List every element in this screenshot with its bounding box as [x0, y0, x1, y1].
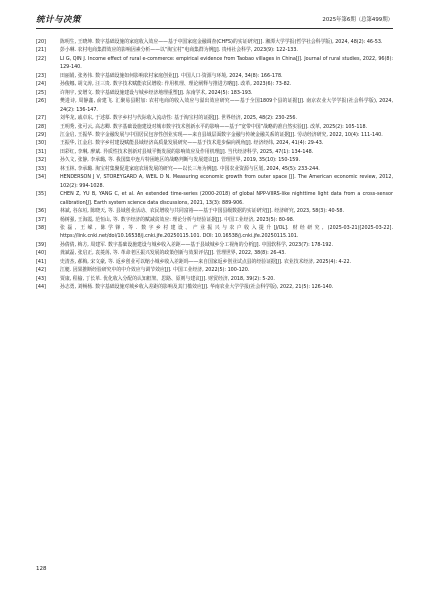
- reference-item: [36, 216, 393, 224]
- reference-text: 孙倩倩, 梅方, 周建军. 数字基础设施建设与城乡收入差距——基于县域城乡分工视角的分析[J]. 中国软科学, 2023(7): 178-192.: [60, 241, 334, 248]
- reference-item: [36, 123, 393, 131]
- reference-number: [34]: [36, 174, 46, 181]
- reference-item: [36, 258, 393, 266]
- reference-number: [40]: [36, 250, 46, 257]
- reference-item: [36, 190, 393, 207]
- reference-number: [35]: [36, 191, 46, 198]
- reference-item: [36, 72, 393, 80]
- reference-text: 彭小琳. 农村电商集群效应的影响因素分析——以“淘宝村”电商集群为例[J]. 贵州社会科学, 2023(9): 122-133.: [60, 47, 298, 54]
- reference-text: 孙志勇, 刘畅杨. 数字基础设施对城乡收入差距的影响及其门槛效应[J]. 华南农业大学学报(社会科学版), 2022, 21(5): 126-140.: [60, 284, 334, 291]
- reference-text: HENDERSON J V, STOREYGARD A, WEIL D N. Measuring economic growth from outer space [J]. The American economic review, 2012, 102(2): 994-1028.: [60, 174, 393, 189]
- journal-title: 统计与决策: [36, 15, 82, 25]
- reference-text: 贾康, 程榆, 丁长革. 优化收入分配的认知框架、思路、原则与建议[J]. 财贸经济, 2018, 39(2): 5-20.: [60, 275, 275, 282]
- reference-text: 陈明生, 王晓坤. 数字基础设施的家庭收入效应——基于中国家庭金融调查(CHFS)的实证研究[J]. 湘潭大学学报(哲学社会科学版), 2024, 48(2): 46-53.: [60, 39, 383, 45]
- page-number: 128: [36, 566, 47, 572]
- reference-item: [36, 80, 393, 88]
- reference-number: [39]: [36, 241, 46, 248]
- reference-text: 林玉林, 李承璐. 淘宝村集聚促进家庭农场发展的研究——以长三角为例[J]. 中国农业资源与区划, 2024, 45(5): 233-244.: [60, 165, 320, 172]
- reference-number: [42]: [36, 267, 46, 274]
- reference-text: 张磊, 王嵘, 陈学锋, 等. 数字乡村建设、产业振兴与农户收入提升[J/OL]. 财经研究, (2025-03-21)[2025-03-22]. https://link.cnki.net/doi/10.16538/j.cnki.jfe.20250115.101. DOI: 10.16538/j.cnki.jfe.20250115.101.: [60, 224, 393, 240]
- reference-number: [29]: [36, 131, 46, 138]
- reference-number: [38]: [36, 224, 46, 231]
- reference-number: [30]: [36, 140, 46, 147]
- reference-item: [36, 131, 393, 139]
- reference-text: 樊进诗, 周静鑫, 俞建飞. 汇聚易县附加: 农村电商的收入效应与溢出效应研究——基于全国1809个县的证据[J]. 南京农业大学学报(社会科学版), 2024, 24(2): 136-147.: [60, 98, 393, 113]
- reference-number: [41]: [36, 258, 46, 265]
- reference-item: [36, 275, 393, 283]
- reference-number: [36]: [36, 208, 46, 215]
- reference-text: 王振华, 江金启. 数字乡村建设赋能县域经济高质量发展研究——基于技术进步偏向视角[J]. 经济经纬, 2024, 41(4): 29-43.: [60, 140, 324, 147]
- reference-number: [28]: [36, 123, 46, 130]
- reference-item: [36, 156, 393, 164]
- reference-item: [36, 89, 393, 97]
- reference-text: 许翔宇, 安增文. 数字基础设施建设与城乡经济地理重塑[J]. 东南学术, 2024(5): 183-193.: [60, 89, 253, 96]
- reference-item: [36, 165, 393, 173]
- reference-item: [36, 266, 393, 274]
- reference-number: [21]: [36, 47, 46, 54]
- reference-item: [36, 241, 393, 249]
- reference-text: 林斌, 谷东垣, 陈晓天, 等. 县域创业活动、农民增收与共同富裕——基于中国县级数据的实证研究[J]. 经济研究, 2023, 58(3): 40-58.: [60, 208, 345, 215]
- reference-number: [44]: [36, 284, 46, 291]
- reference-item: [36, 224, 393, 241]
- reference-text: 杨树强, 王海霞, 范恒山, 等. 数字经济的赋减贫效应: 理论分析与经验证据[J]. 中国工业经济, 2023(5): 80-98.: [60, 216, 295, 223]
- reference-item: [36, 249, 393, 257]
- reference-item: [36, 207, 393, 215]
- reference-text: 王明秀, 张可云, 高志卿. 数字基础设施建设对城市数字技术创新水平的影响——基于“宽带中国”战略的准自然实验[J]. 改革, 2025(2): 105-118.: [60, 123, 368, 130]
- reference-item: [36, 173, 393, 190]
- reference-text: 江金启, 王振华. 数字金融发展与中国居民包容性创业实现——来自县域层面数字金融与传统金融关系的证据[J]. 劳动经济研究, 2022, 10(4): 111-140.: [60, 131, 383, 138]
- reference-item: [36, 139, 393, 147]
- reference-number: [33]: [36, 165, 46, 172]
- running-header: [36, 13, 393, 29]
- reference-text: CHEN Z, YU B, YANG C, et al. An extended time-series (2000-2018) of global NPP-VIIRS-like nighttime light data from a cross-sensor calibration[J]. Earth system science data discussions, 2021, 13(3): 889-906.: [60, 191, 393, 206]
- reference-number: [32]: [36, 157, 46, 164]
- reference-text: 孙久文, 张静, 李承璐, 等. 我国集中连片特困地区的战略判断与发展建议[J]. 管理世界, 2019, 35(10): 150-159.: [60, 157, 300, 164]
- reference-text: LI G, QIN J. Income effect of rural e-commerce: empirical evidence from Taobao villages in China[J]. Journal of rural studies, 2022, 96(8): 129-140.: [60, 55, 393, 71]
- reference-text: 史清杰, 郝梅, 宋文豪, 等. 返乡创业可以缩小城乡收入差距吗——来自国家返乡创业试点县的经验证据[J]. 农业技术经济, 2025(4): 4-22.: [60, 258, 352, 265]
- reference-number: [22]: [36, 55, 46, 62]
- reference-number: [23]: [36, 72, 46, 79]
- reference-text: 江艇. 因果推断经验研究中的中介效应与调节效应[J]. 中国工业经济, 2022(5): 100-120.: [60, 267, 250, 274]
- reference-number: [31]: [36, 148, 46, 155]
- reference-text: 孙俊娜, 胡文涛, 汪三贵. 数字技术赋能农民增收: 作用机理、理论阐释与推进方略[J]. 改革, 2023(6): 73-82.: [60, 81, 292, 88]
- reference-item: [36, 283, 393, 291]
- reference-number: [43]: [36, 275, 46, 282]
- reference-item: [36, 55, 393, 72]
- reference-item: [36, 148, 393, 156]
- reference-item: [36, 114, 393, 122]
- reference-number: [37]: [36, 216, 46, 223]
- reference-number: [20]: [36, 39, 46, 45]
- reference-item: [36, 97, 393, 114]
- reference-number: [24]: [36, 81, 46, 88]
- header-rule: [36, 28, 393, 29]
- reference-text: 龚斌磊, 张启正, 袁菱苒, 等. 革命老区振兴发展的政策创新与效果评估[J]. 管理世界, 2022, 38(8): 26-43.: [60, 250, 286, 257]
- reference-text: 刘华龙, 戚卓东, 于述慕. 数字乡村与代际收入流动性: 基于淘宝村的证据[J]. 世界经济, 2025, 48(2): 230-256.: [60, 115, 297, 122]
- issue-info: 2025年第6期（总第499期）: [322, 17, 393, 23]
- reference-text: 田彩红, 李琳, 廖斌. 异质性技术创新对县城平衡发展的影响效应及作用机理[J]. 当代经济科学, 2025, 47(1): 134-148.: [60, 148, 314, 155]
- reference-number: [27]: [36, 115, 46, 122]
- reference-number: [25]: [36, 89, 46, 96]
- reference-number: [26]: [36, 98, 46, 105]
- reference-list: [36, 38, 393, 292]
- reference-item: [36, 46, 393, 54]
- reference-text: 田丽娟, 张务伟. 数字基础设施如何影响农村家庭创业[J]. 中国人口·资源与环境, 2024, 34(8): 166-178.: [60, 72, 283, 79]
- reference-item: [36, 38, 393, 46]
